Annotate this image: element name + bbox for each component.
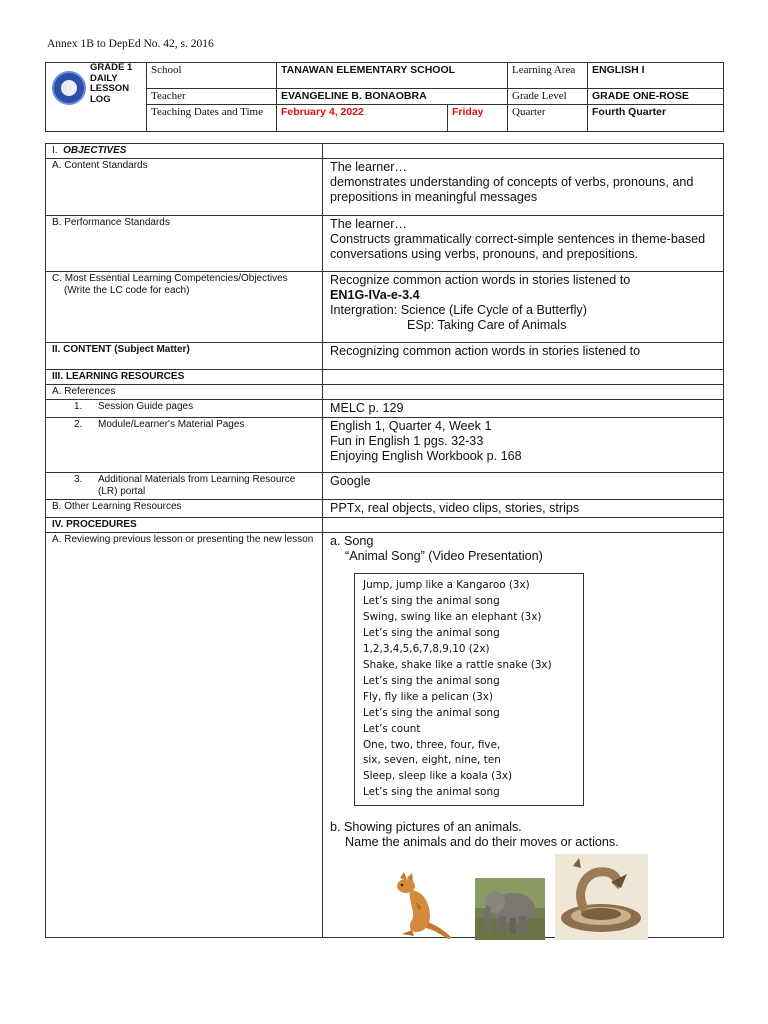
session-guide-value: MELC p. 129 — [323, 400, 724, 418]
day-value: Friday — [448, 104, 508, 131]
rattlesnake-photo — [555, 854, 648, 940]
dll-title: GRADE 1 DAILY LESSON LOG — [90, 62, 133, 105]
session-guide-label: 1. Session Guide pages — [46, 400, 323, 418]
references-label: A. References — [46, 385, 323, 400]
song-line: Jump, jump like a Kangaroo (3x) — [363, 579, 530, 592]
competencies-label: C. Most Essential Learning Competencies/Objectives (Write the LC code for each) — [46, 272, 323, 343]
song-line: Swing, swing like an elephant (3x) — [363, 611, 542, 624]
content-standards-value: The learner… demonstrates understanding of concepts of verbs, pronouns, and prepositions in meaningful messages — [323, 159, 724, 216]
song-line: Let’s sing the animal song — [363, 786, 500, 799]
song-line: Sleep, sleep like a koala (3x) — [363, 770, 513, 783]
learning-resources-header: III. LEARNING RESOURCES — [46, 370, 323, 385]
lesson-table — [45, 143, 724, 938]
content-value: Recognizing common action words in stories listened to — [323, 343, 724, 370]
additional-materials-value: Google — [323, 472, 724, 499]
teacher-value: EVANGELINE B. BONAOBRA — [277, 89, 508, 105]
performance-standards-value: The learner… Constructs grammatically correct-simple sentences in theme-based conversations using verbs, pronouns, and prepositions. — [323, 216, 724, 272]
dates-label: Teaching Dates and Time — [147, 104, 277, 131]
content-standards-label: A. Content Standards — [46, 159, 323, 216]
module-pages-label: 2. Module/Learner's Material Pages — [46, 417, 323, 472]
performance-standards-label: B. Performance Standards — [46, 216, 323, 272]
additional-materials-label: 3. Additional Materials from Learning Resource (LR) portal — [46, 472, 323, 499]
other-resources-value: PPTx, real objects, video clips, stories, strips — [323, 499, 724, 517]
song-line: six, seven, eight, nine, ten — [363, 754, 501, 767]
review-label: A. Reviewing previous lesson or presenting the new lesson — [46, 532, 323, 937]
song-line: Let’s sing the animal song — [363, 706, 500, 719]
header-table — [45, 62, 724, 132]
objectives-header: I. OBJECTIVES — [46, 144, 323, 159]
procedures-header: IV. PROCEDURES — [46, 517, 323, 532]
song-lyrics-box — [354, 573, 584, 806]
elephant-photo — [475, 878, 545, 940]
school-value: TANAWAN ELEMENTARY SCHOOL — [277, 63, 508, 89]
review-activity: a. Song “Animal Song” (Video Presentation) Jump, jump like a Kangaroo (3x) Let’s sing the animal song Swing, swing like an elephant (3x) Let’s sing the animal song 1,2,3,4,5,6,7,8,9,10 (2x) Shake, shake like a rattle snake (3x) Let’s sing the animal song Fly, fly like a pelican (3x) Let’s sing the animal song Let’s count One, two, three, four, five, six, seven, eight, nine, ten Sleep, sleep like a koala (3x) Let’s sing the animal song b. Showing pictures of an animals. Name the animals and do their moves or actions. — [323, 532, 724, 937]
kangaroo-icon — [392, 872, 454, 940]
song-line: Let’s sing the animal song — [363, 595, 500, 608]
competencies-value: Recognize common action words in stories listened to EN1G-IVa-e-3.4 Intergration: Science (Life Cycle of a Butterfly) ESp: Taking Care of Animals — [323, 272, 724, 343]
grade-level-label: Grade Level — [508, 89, 588, 105]
module-pages-value: English 1, Quarter 4, Week 1 Fun in English 1 pgs. 32-33 Enjoying English Workbook p. 168 — [323, 417, 724, 472]
learning-area-label: Learning Area — [508, 63, 588, 89]
other-resources-label: B. Other Learning Resources — [46, 499, 323, 517]
date-value: February 4, 2022 — [277, 104, 448, 131]
school-label: School — [147, 63, 277, 89]
song-line: One, two, three, four, five, — [363, 738, 501, 751]
song-line: Shake, shake like a rattle snake (3x) — [363, 658, 552, 671]
quarter-label: Quarter — [508, 104, 588, 131]
logo-cell — [46, 63, 147, 132]
song-line: Let’s sing the animal song — [363, 674, 500, 687]
grade-level-value: GRADE ONE-ROSE — [588, 89, 724, 105]
song-line: Let’s count — [363, 722, 421, 735]
content-label: II. CONTENT (Subject Matter) — [46, 343, 323, 370]
song-line: Fly, fly like a pelican (3x) — [363, 690, 493, 703]
song-line: Let’s sing the animal song — [363, 627, 500, 640]
teacher-label: Teacher — [147, 89, 277, 105]
annex-reference: Annex 1B to DepEd No. 42, s. 2016 — [47, 38, 214, 50]
learning-area-value: ENGLISH I — [588, 63, 724, 89]
quarter-value: Fourth Quarter — [588, 104, 724, 131]
animal-pictures — [330, 858, 716, 936]
deped-seal-icon — [52, 71, 86, 105]
song-line: 1,2,3,4,5,6,7,8,9,10 (2x) — [363, 643, 490, 656]
